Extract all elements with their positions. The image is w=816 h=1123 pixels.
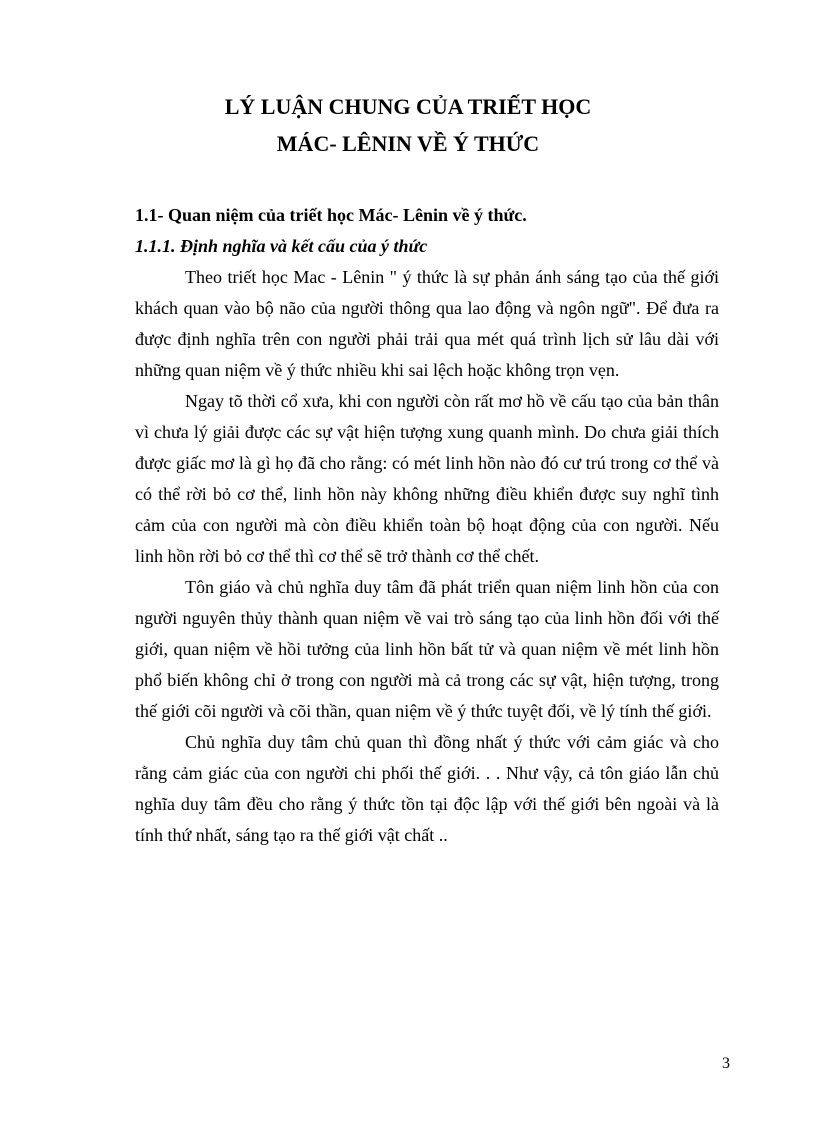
document-body (135, 262, 719, 851)
paragraph: Chủ nghĩa duy tâm chủ quan thì đồng nhất ý thức với cảm giác và cho rằng cảm giác của con người chi phối thế giới. . . Như vậy, cả tôn giáo lẫn chủ nghĩa duy tâm đều cho rằng ý thức tồn tại độc lập với thế giới bên ngoài và là tính thứ nhất, sáng tạo ra thế giới vật chất .. (135, 732, 719, 845)
page-number: 3 (722, 1055, 730, 1072)
paragraph: Tôn giáo và chủ nghĩa duy tâm đã phát triển quan niệm linh hồn của con người nguyên thủy thành quan niệm về vai trò sáng tạo của linh hồn đối với thế giới, quan niệm về hồi tưởng của linh hồn bất tử và quan niệm về mét linh hồn phổ biến không chỉ ở trong con người mà cả trong các sự vật, hiện tượng, trong thế giới cõi người và cõi thần, quan niệm về ý thức tuyệt đối, về lý tính thế giới. (135, 577, 719, 721)
section-heading: 1.1- Quan niệm của triết học Mác- Lênin về ý thức. (135, 205, 527, 225)
document-title-line-1: LÝ LUẬN CHUNG CỦA TRIẾT HỌC (224, 94, 592, 119)
document-title-line-2: MÁC- LÊNIN VỀ Ý THỨC (276, 131, 540, 156)
subsection-heading: 1.1.1. Định nghĩa và kết cấu của ý thức (135, 236, 428, 256)
paragraph: Theo triết học Mac - Lênin " ý thức là sự phản ánh sáng tạo của thế giới khách quan vào bộ não của người thông qua lao động và ngôn ngữ". Để đưa ra được định nghĩa trên con người phải trải qua mét quá trình lịch sử lâu dài với những quan niệm về ý thức nhiều khi sai lệch hoặc không trọn vẹn. (135, 267, 719, 380)
paragraph: Ngay tõ thời cổ xưa, khi con người còn rất mơ hồ về cấu tạo của bản thân vì chưa lý giải được các sự vật hiện tượng xung quanh mình. Do chưa giải thích được giấc mơ là gì họ đã cho rằng: có mét linh hồn nào đó cư trú trong cơ thể và có thể rời bỏ cơ thể, linh hồn này không những điều khiển được suy nghĩ tình cảm của con người mà còn điều khiển toàn bộ hoạt động của con người. Nếu linh hồn rời bỏ cơ thể thì cơ thể sẽ trở thành cơ thể chết. (135, 391, 719, 566)
